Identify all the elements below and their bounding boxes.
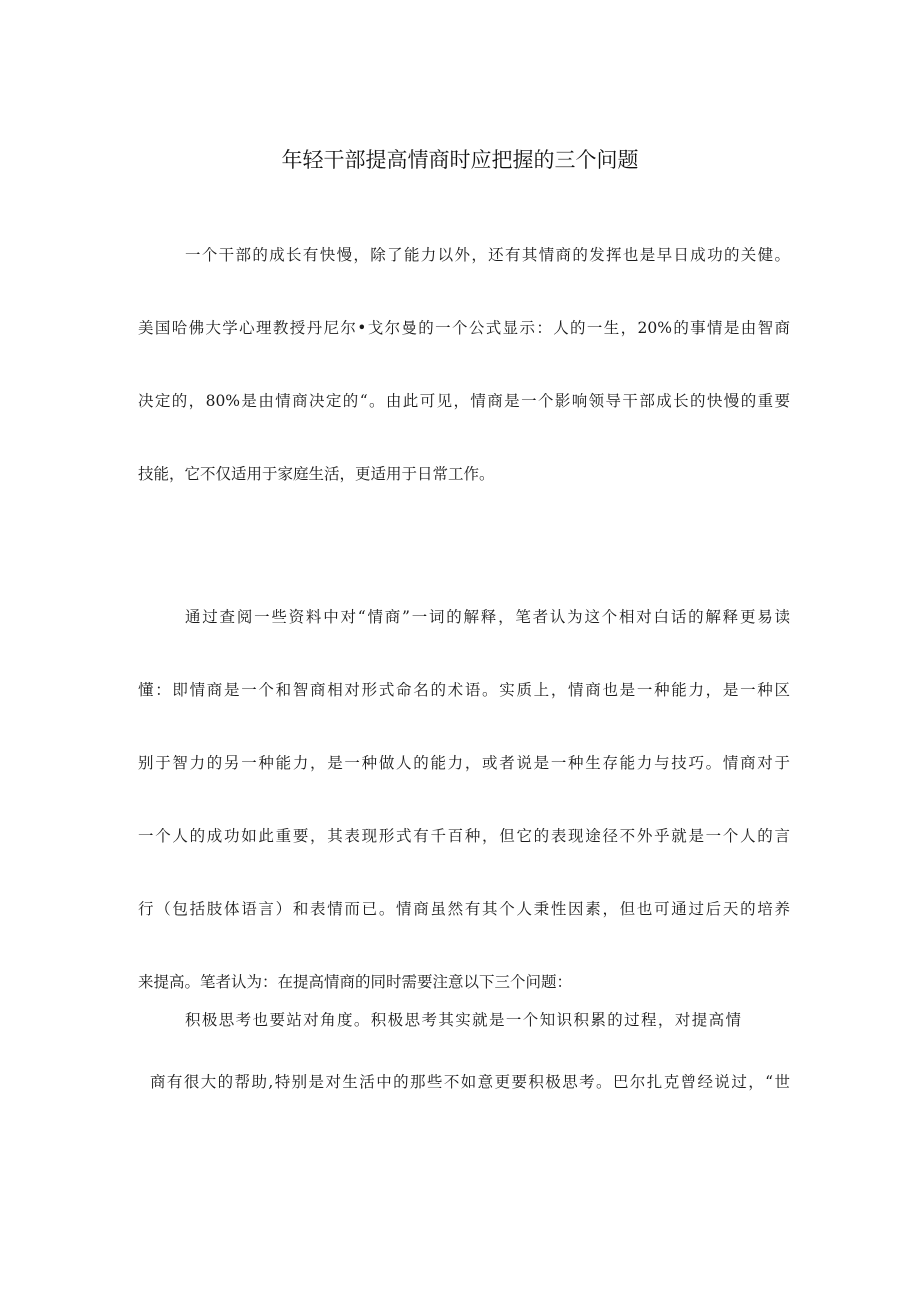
paragraph-1-line-3: 决定的，80%是由情商决定的“。由此可见，情商是一个影响领导干部成长的快慢的重要 xyxy=(138,392,790,410)
paragraph-2-line-4: 一个人的成功如此重要，其表现形式有千百种，但它的表现途径不外乎就是一个人的言 xyxy=(138,827,790,845)
paragraph-1-line-4: 技能，它不仅适用于家庭生活，更适用于日常工作。 xyxy=(138,465,495,483)
paragraph-1-line-1: 一个干部的成长有快慢，除了能力以外，还有其情商的发挥也是早日成功的关健。 xyxy=(185,246,790,264)
paragraph-2-line-5: 行（包括肢体语言）和表情而已。情商虽然有其个人秉性因素，但也可通过后天的培养 xyxy=(138,900,790,918)
paragraph-2-line-6: 来提高。笔者认为：在提高情商的同时需要注意以下三个问题： xyxy=(138,973,573,991)
paragraph-2-line-1: 通过查阅一些资料中对“情商”一词的解释，笔者认为这个相对白话的解释更易读 xyxy=(185,608,790,626)
paragraph-2-line-3: 别于智力的另一种能力，是一种做人的能力，或者说是一种生存能力与技巧。情商对于 xyxy=(138,754,790,772)
paragraph-3-line-1: 积极思考也要站对角度。积极思考其实就是一个知识积累的过程，对提高情 xyxy=(185,1011,741,1029)
paragraph-3-line-2: 商有很大的帮助,特别是对生活中的那些不如意更要积极思考。巴尔扎克曾经说过，“世 xyxy=(150,1073,790,1091)
document-title: 年轻干部提高情商时应把握的三个问题 xyxy=(281,148,639,172)
paragraph-2-line-2: 懂：即情商是一个和智商相对形式命名的术语。实质上，情商也是一种能力，是一种区 xyxy=(138,681,790,699)
paragraph-1-line-2: 美国哈佛大学心理教授丹尼尔•戈尔曼的一个公式显示：人的一生，20%的事情是由智商 xyxy=(138,319,790,337)
